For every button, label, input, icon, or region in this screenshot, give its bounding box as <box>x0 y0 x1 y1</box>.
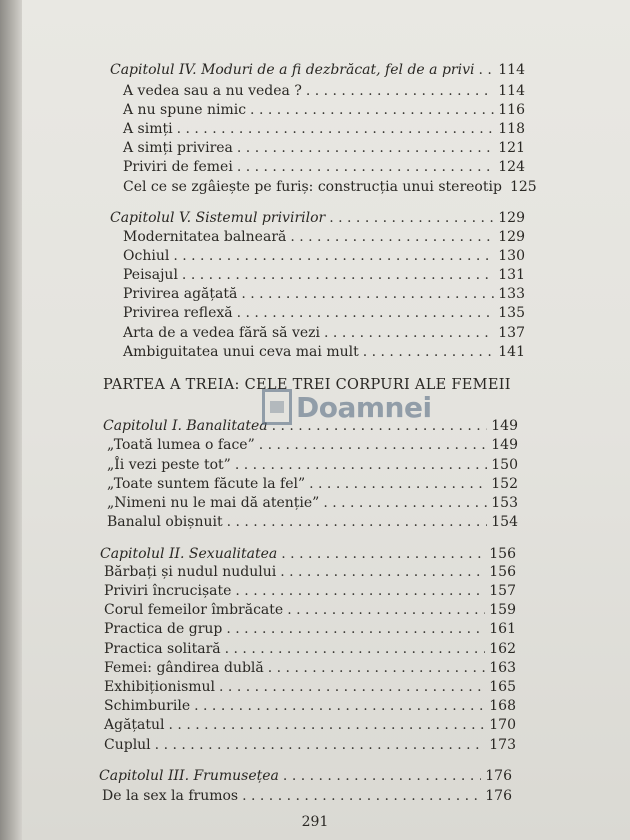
toc-entry <box>123 83 525 100</box>
toc-entry <box>107 495 518 512</box>
toc-title: Ochiul <box>123 248 170 264</box>
toc-title: „Toate suntem făcute la fel” <box>107 476 306 492</box>
toc-page-number: 157 <box>489 583 516 599</box>
toc-entry <box>104 698 516 715</box>
dot-leader <box>235 457 487 473</box>
toc-title: Agățatul <box>104 717 165 733</box>
toc-title: A nu spune nimic <box>123 102 247 118</box>
toc-title: Capitolul III. Frumusețea <box>99 768 279 784</box>
toc-page-number: 133 <box>498 286 525 302</box>
part-heading: PARTEA A TREIA: CELE TREI CORPURI ALE FEMEII <box>103 377 511 393</box>
dot-leader <box>237 159 494 175</box>
watermark-text: Doamnei <box>296 390 432 424</box>
toc-page-number: 129 <box>498 229 525 245</box>
dot-leader <box>283 768 481 784</box>
toc-title: Ambiguitatea unui ceva mai mult <box>123 344 359 360</box>
toc-entry <box>104 641 516 658</box>
toc-page-number: 149 <box>491 437 518 453</box>
toc-page-number: 163 <box>489 660 516 676</box>
toc-title: Priviri de femei <box>123 159 233 175</box>
dot-leader <box>259 437 488 453</box>
toc-entry <box>123 325 525 342</box>
toc-entry <box>123 267 525 284</box>
dot-leader <box>169 717 486 733</box>
toc-entry <box>104 564 516 581</box>
dot-leader <box>182 267 494 283</box>
toc-page-number: 153 <box>491 495 518 511</box>
toc-entry <box>104 737 516 754</box>
toc-page-number: 162 <box>489 641 516 657</box>
dot-leader <box>250 102 494 118</box>
toc-title: Modernitatea balneară <box>123 229 287 245</box>
toc-page-number: 176 <box>485 788 512 804</box>
toc-title: „Toată lumea o face” <box>107 437 255 453</box>
toc-entry <box>104 583 516 600</box>
toc-entry <box>123 286 525 303</box>
toc-entry <box>123 159 525 176</box>
toc-entry <box>104 679 516 696</box>
toc-page-number: 114 <box>498 83 525 99</box>
toc-entry <box>123 140 525 157</box>
dot-leader <box>280 564 485 580</box>
dot-leader <box>226 621 485 637</box>
toc-page-number: 116 <box>498 102 525 118</box>
toc-chapter-heading <box>100 546 516 563</box>
toc-page-number: 149 <box>491 418 518 434</box>
toc-title: Capitolul I. Banalitatea <box>103 418 268 434</box>
toc-page-number: 150 <box>491 457 518 473</box>
toc-entry <box>107 514 518 531</box>
toc-title: Femei: gândirea dublă <box>104 660 264 676</box>
toc-page-number: 130 <box>498 248 525 264</box>
toc-page-number: 141 <box>498 344 525 360</box>
dot-leader <box>329 210 494 226</box>
toc-page-number: 131 <box>498 267 525 283</box>
toc-title: A simți <box>123 121 173 137</box>
toc-page-number: 176 <box>485 768 512 784</box>
toc-page-number: 118 <box>498 121 525 137</box>
toc-entry <box>123 305 525 322</box>
toc-entry <box>102 788 512 805</box>
toc-title: De la sex la frumos <box>102 788 239 804</box>
toc-title: Capitolul II. Sexualitatea <box>100 546 278 562</box>
watermark <box>262 389 432 425</box>
toc-entry <box>104 660 516 677</box>
toc-page-number: 152 <box>491 476 518 492</box>
toc-title: „Îi vezi peste tot” <box>107 457 231 473</box>
dot-leader <box>237 305 495 321</box>
toc-title: A vedea sau a nu vedea ? <box>123 83 302 99</box>
toc-page-number: 114 <box>498 62 525 78</box>
dot-leader <box>309 476 487 492</box>
dot-leader <box>155 737 486 753</box>
toc-page-number: 125 <box>509 179 537 195</box>
dot-leader <box>219 679 485 695</box>
toc-title: Capitolul V. Sistemul privirilor <box>110 210 326 226</box>
toc-title: Cel ce se zgâiește pe furiș: construcția unui stereotip <box>123 179 502 195</box>
toc-chapter-heading <box>110 210 525 227</box>
toc-page-number: 154 <box>491 514 518 530</box>
book-spine-shadow <box>0 0 22 840</box>
toc-page-number: 161 <box>489 621 516 637</box>
toc-title: Exhibiționismul <box>104 679 216 695</box>
toc-page-number: 173 <box>489 737 516 753</box>
toc-title: Privirea reflexă <box>123 305 233 321</box>
toc-entry <box>107 457 518 474</box>
toc-chapter-heading <box>110 62 525 79</box>
toc-entry <box>123 179 537 196</box>
toc-entry <box>104 602 516 619</box>
dot-leader <box>281 546 485 562</box>
toc-title: Capitolul IV. Moduri de a fi dezbrăcat, fel de a privi <box>110 62 475 78</box>
dot-leader <box>194 698 485 714</box>
dot-leader <box>241 286 494 302</box>
toc-page-number: 170 <box>489 717 516 733</box>
dot-leader <box>287 602 485 618</box>
dot-leader <box>290 229 494 245</box>
dot-leader <box>173 248 494 264</box>
toc-entry <box>123 102 525 119</box>
toc-entry <box>107 476 518 493</box>
toc-title: Banalul obișnuit <box>107 514 223 530</box>
toc-page-number: 159 <box>489 602 516 618</box>
toc-title: Priviri încrucișate <box>104 583 232 599</box>
watermark-logo-icon <box>262 389 292 425</box>
toc-page-number: 121 <box>498 140 525 156</box>
toc-title: Peisajul <box>123 267 178 283</box>
toc-entry <box>123 121 525 138</box>
toc-title: Practica solitară <box>104 641 221 657</box>
toc-entry <box>123 344 525 361</box>
dot-leader <box>324 325 494 341</box>
toc-page-number: 165 <box>489 679 516 695</box>
dot-leader <box>242 788 481 804</box>
dot-leader <box>306 83 494 99</box>
dot-leader <box>227 514 488 530</box>
toc-title: Corul femeilor îmbrăcate <box>104 602 284 618</box>
toc-entry <box>104 717 516 734</box>
toc-page-number: 156 <box>489 546 516 562</box>
toc-chapter-heading <box>99 768 512 785</box>
toc-entry <box>104 621 516 638</box>
dot-leader <box>177 121 495 137</box>
toc-page-number: 156 <box>489 564 516 580</box>
toc-title: Bărbați și nudul nudului <box>104 564 277 580</box>
toc-title: Schimburile <box>104 698 191 714</box>
toc-entry <box>123 248 525 265</box>
dot-leader <box>363 344 495 360</box>
toc-title: Arta de a vedea fără să vezi <box>123 325 321 341</box>
toc-title: Practica de grup <box>104 621 223 637</box>
toc-entry <box>123 229 525 246</box>
toc-page-number: 168 <box>489 698 516 714</box>
page-number: 291 <box>301 814 329 830</box>
dot-leader <box>225 641 486 657</box>
dot-leader <box>237 140 494 156</box>
dot-leader <box>323 495 487 511</box>
toc-title: Cuplul <box>104 737 151 753</box>
toc-entry <box>107 437 518 454</box>
dot-leader <box>478 62 494 78</box>
toc-page-number: 129 <box>498 210 525 226</box>
dot-leader <box>268 660 486 676</box>
dot-leader <box>235 583 485 599</box>
toc-title: A simți privirea <box>123 140 233 156</box>
toc-title: „Nimeni nu le mai dă atenție” <box>107 495 320 511</box>
toc-page-number: 137 <box>498 325 525 341</box>
toc-title: Privirea agățată <box>123 286 238 302</box>
toc-page-number: 135 <box>498 305 525 321</box>
toc-page-number: 124 <box>498 159 525 175</box>
